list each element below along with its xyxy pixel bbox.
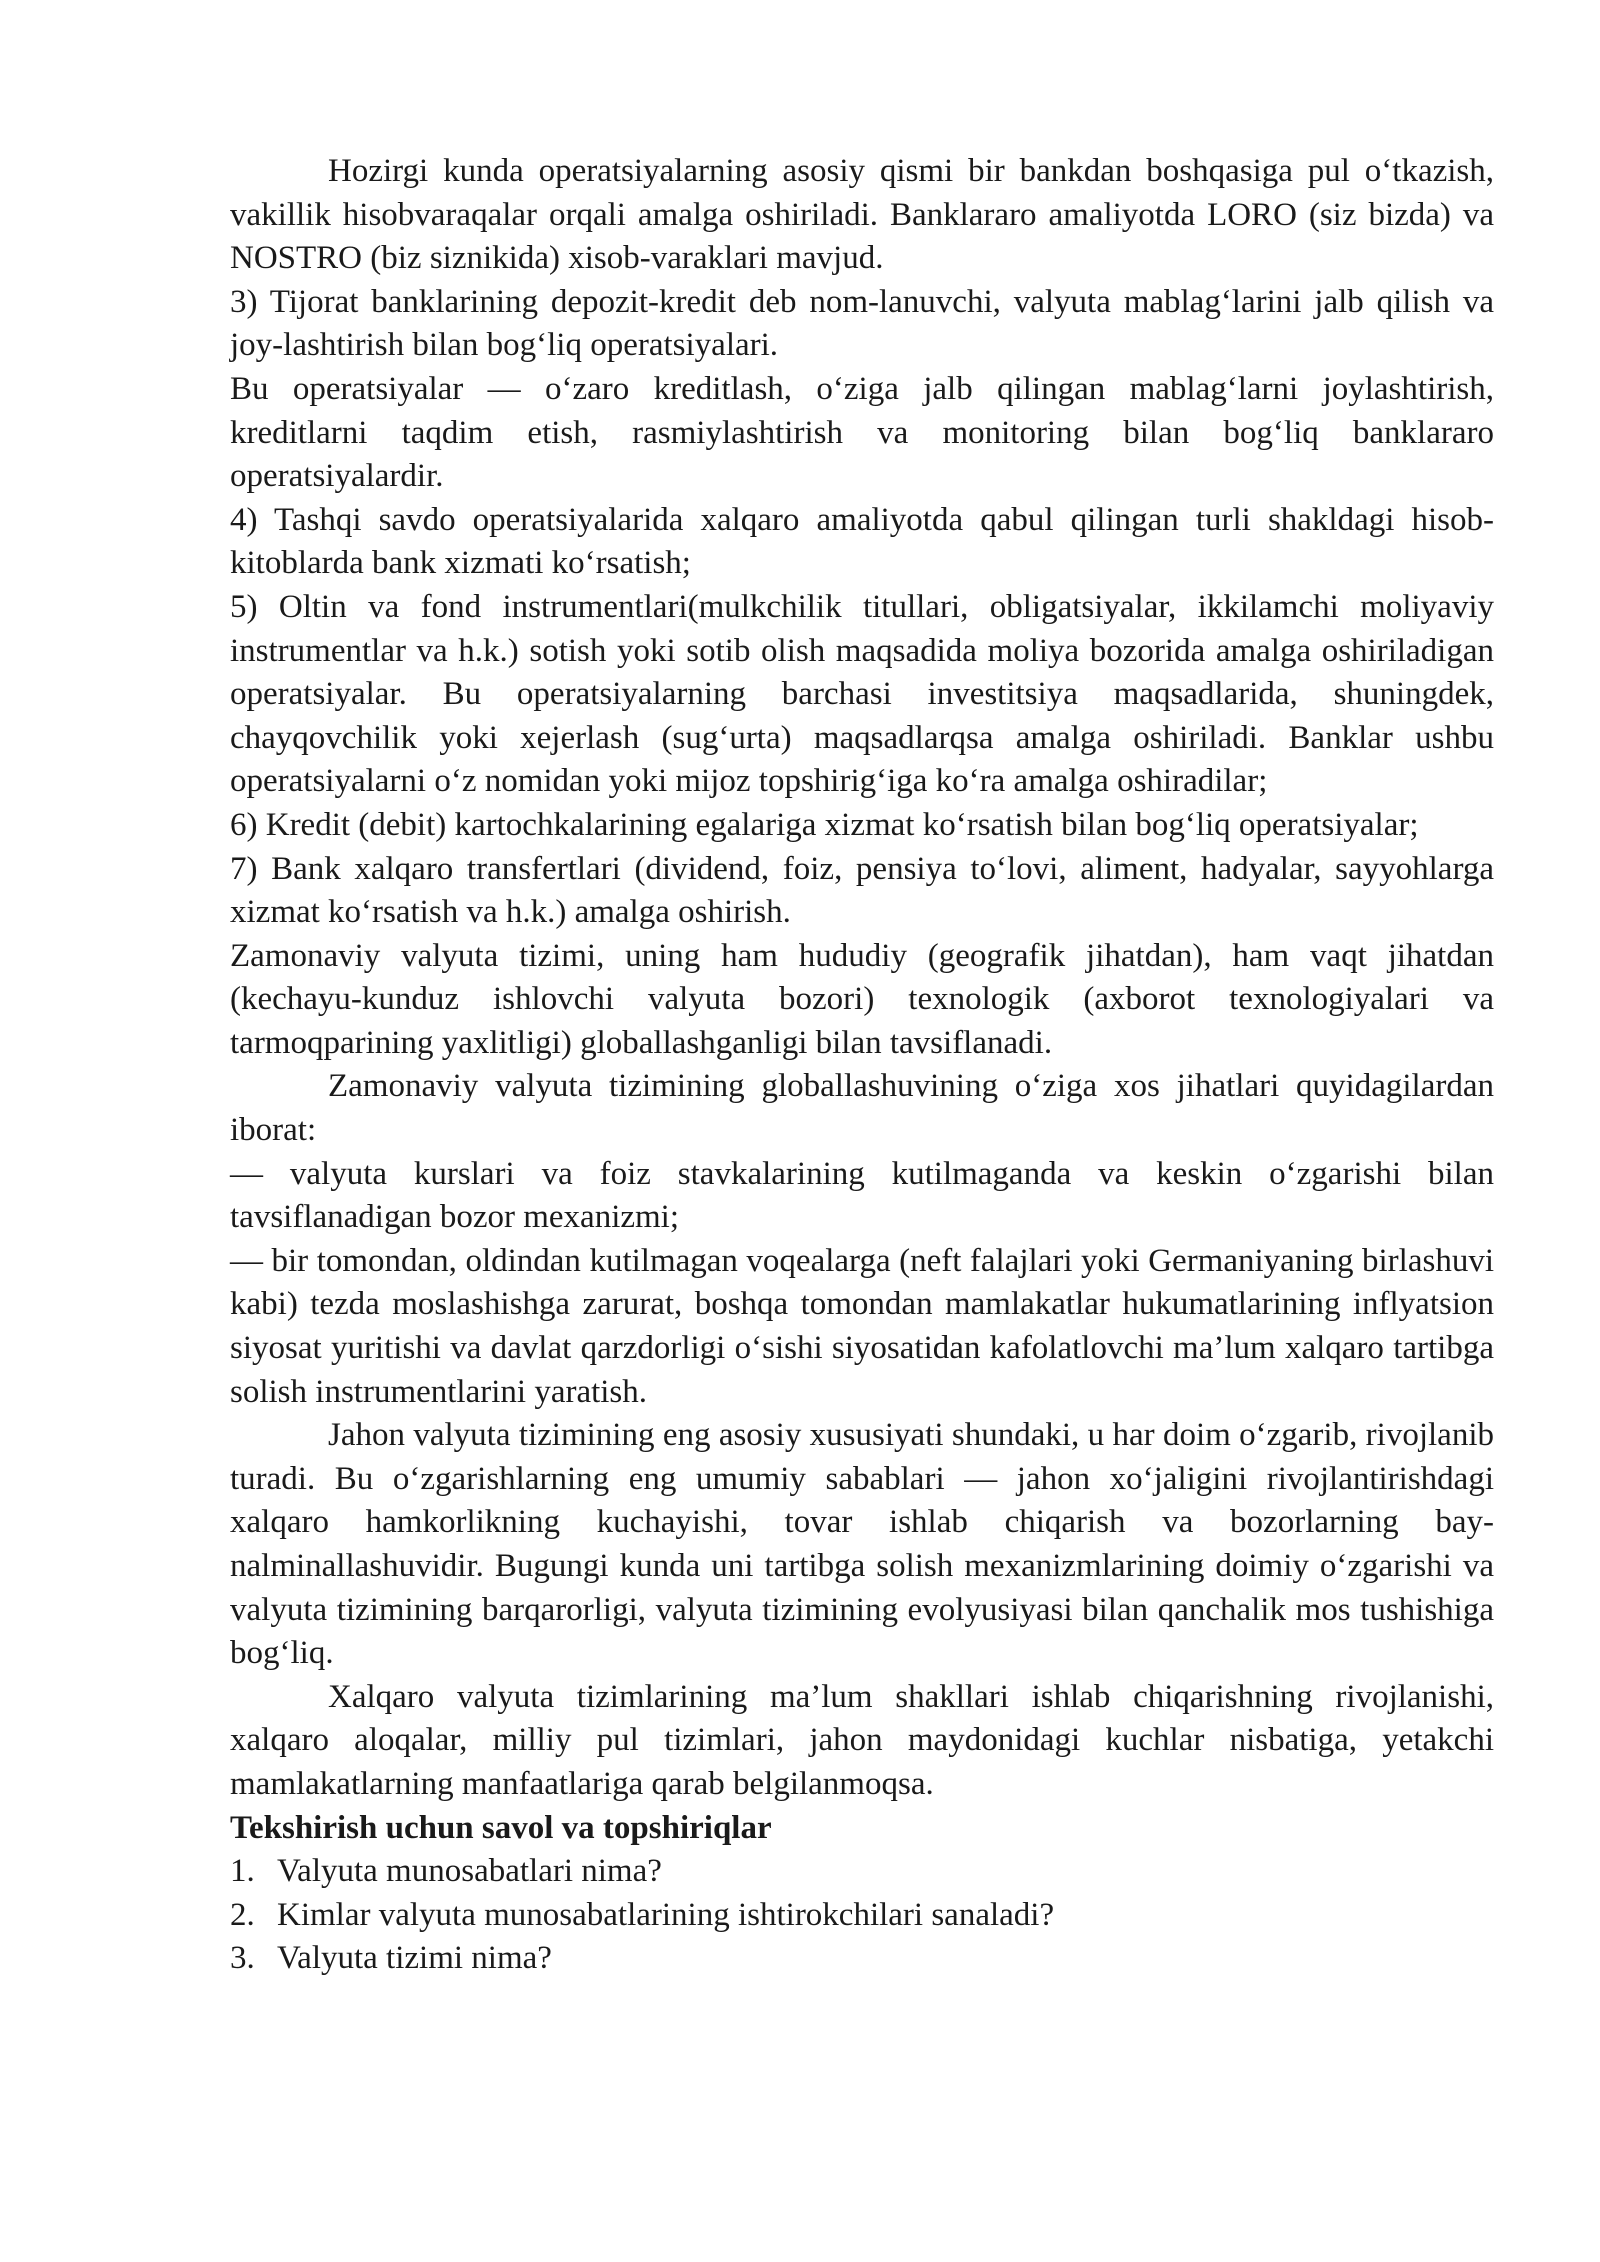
paragraph-item-6: 6) Kredit (debit) kartochkalarining egalariga xizmat ko‘rsatish bilan bog‘liq operatsiyalar; bbox=[230, 806, 1419, 843]
question-number: 3. bbox=[230, 1940, 255, 1977]
question-number: 1. bbox=[230, 1853, 255, 1890]
paragraph-item-5: 5) Oltin va fond instrumentlari(mulkchilik titullari, obligatsiyalar, ikkilamchi moliyaviy instrumentlar va h.k.) sotish yoki sotib olish maqsadida moliya bozorida amalga oshiriladigan operatsiyalar. Bu operatsiyalarning barchasi investitsiya maqsadlarida, shuningdek, chayqovchilik yoki xejerlash (sug‘urta) maqsadlarqsa amalga oshiriladi. Banklar ushbu operatsiyalarni o‘z nomidan yoki mijoz topshirig‘iga ko‘ra amalga oshiradilar; bbox=[230, 588, 1494, 800]
paragraph-item-3: 3) Tijorat banklarining depozit-kredit deb nom-lanuvchi, valyuta mablag‘larini jalb qilish va joy-lashtirish bilan bog‘liq operatsiyalari. bbox=[230, 283, 1494, 364]
paragraph-dash-item-2: — bir tomondan, oldindan kutilmagan voqealarga (neft falajlari yoki Germaniyaning birlashuvi kabi) tezda moslashishga zarurat, boshqa tomondan mamlakatlar hukumatlarining inflyatsion siyosat yuritishi va davlat qarzdorligi o‘sishi siyosatidan kafolatlovchi ma’lum xalqaro tartibga solish instrumentlarini yaratish. bbox=[230, 1242, 1494, 1410]
document-page bbox=[230, 150, 1494, 1981]
paragraph-item-7: 7) Bank xalqaro transfertlari (dividend, foiz, pensiya to‘lovi, aliment, hadyalar, sayyohlarga xizmat ko‘rsatish va h.k.) amalga oshirish. bbox=[230, 850, 1494, 931]
paragraph-globalization-intro: Zamonaviy valyuta tizimining globallashuvining o‘ziga xos jihatlari quyidagilardan iborat: bbox=[230, 1068, 1494, 1149]
question-text: Valyuta tizimi nima? bbox=[277, 1940, 552, 1977]
question-number: 2. bbox=[230, 1896, 255, 1933]
paragraph-world-system: Jahon valyuta tizimining eng asosiy xususiyati shundaki, u har doim o‘zgarib, rivojlanib turadi. Bu o‘zgarishlarning eng umumiy sabablari — jahon xo‘jaligini rivojlantirishdagi xalqaro hamkorlikning kuchayishi, tovar ishlab chiqarish va bozorlarning bay-nalminallashuvidir. Bugungi kunda uni tartibga solish mexanizmlarining doimiy o‘zgarishi va valyuta tizimining barqarorligi, valyuta tizimining evolyusiyasi bilan qanchalik mos tushishiga bog‘liq. bbox=[230, 1417, 1494, 1672]
paragraph-item-3-detail: Bu operatsiyalar — o‘zaro kreditlash, o‘ziga jalb qilingan mablag‘larni joylashtirish, kreditlarni taqdim etish, rasmiylashtirish va monitoring bilan bog‘liq banklararo operatsiyalardir. bbox=[230, 370, 1494, 495]
questions-list bbox=[230, 1850, 1494, 1981]
question-item bbox=[230, 1894, 1494, 1938]
paragraph-modern-system: Zamonaviy valyuta tizimi, uning ham hududiy (geografik jihatdan), ham vaqt jihatdan (kechayu-kunduz ishlovchi valyuta bozori) texnologik (axborot texnologiyalari va tarmoqparining yaxlitligi) globallashganligi bilan tavsiflanadi. bbox=[230, 937, 1494, 1061]
section-heading: Tekshirish uchun savol va topshiriqlar bbox=[230, 1809, 772, 1846]
paragraph-dash-item-1: — valyuta kurslari va foiz stavkalarining kutilmaganda va keskin o‘zgarishi bilan tavsiflanadigan bozor mexanizmi; bbox=[230, 1155, 1494, 1236]
question-item bbox=[230, 1937, 1494, 1981]
paragraph-international-systems: Xalqaro valyuta tizimlarining ma’lum shakllari ishlab chiqarishning rivojlanishi, xalqaro aloqalar, milliy pul tizimlari, jahon maydonidagi kuchlar nisbatiga, yetakchi mamlakatlarning manfaatlariga qarab belgilanmoqsa. bbox=[230, 1678, 1494, 1802]
paragraph-item-4: 4) Tashqi savdo operatsiyalarida xalqaro amaliyotda qabul qilingan turli shakldagi hisob-kitoblarda bank xizmati ko‘rsatish; bbox=[230, 501, 1494, 582]
question-text: Kimlar valyuta munosabatlarining ishtirokchilari sanaladi? bbox=[277, 1896, 1055, 1933]
paragraph-intro: Hozirgi kunda operatsiyalarning asosiy qismi bir bankdan boshqasiga pul o‘tkazish, vakillik hisobvaraqalar orqali amalga oshiriladi. Banklararo amaliyotda LORO (siz bizda) va NOSTRO (biz siznikida) xisob-varaklari mavjud. bbox=[230, 153, 1494, 277]
question-item bbox=[230, 1850, 1494, 1894]
question-text: Valyuta munosabatlari nima? bbox=[277, 1853, 662, 1890]
